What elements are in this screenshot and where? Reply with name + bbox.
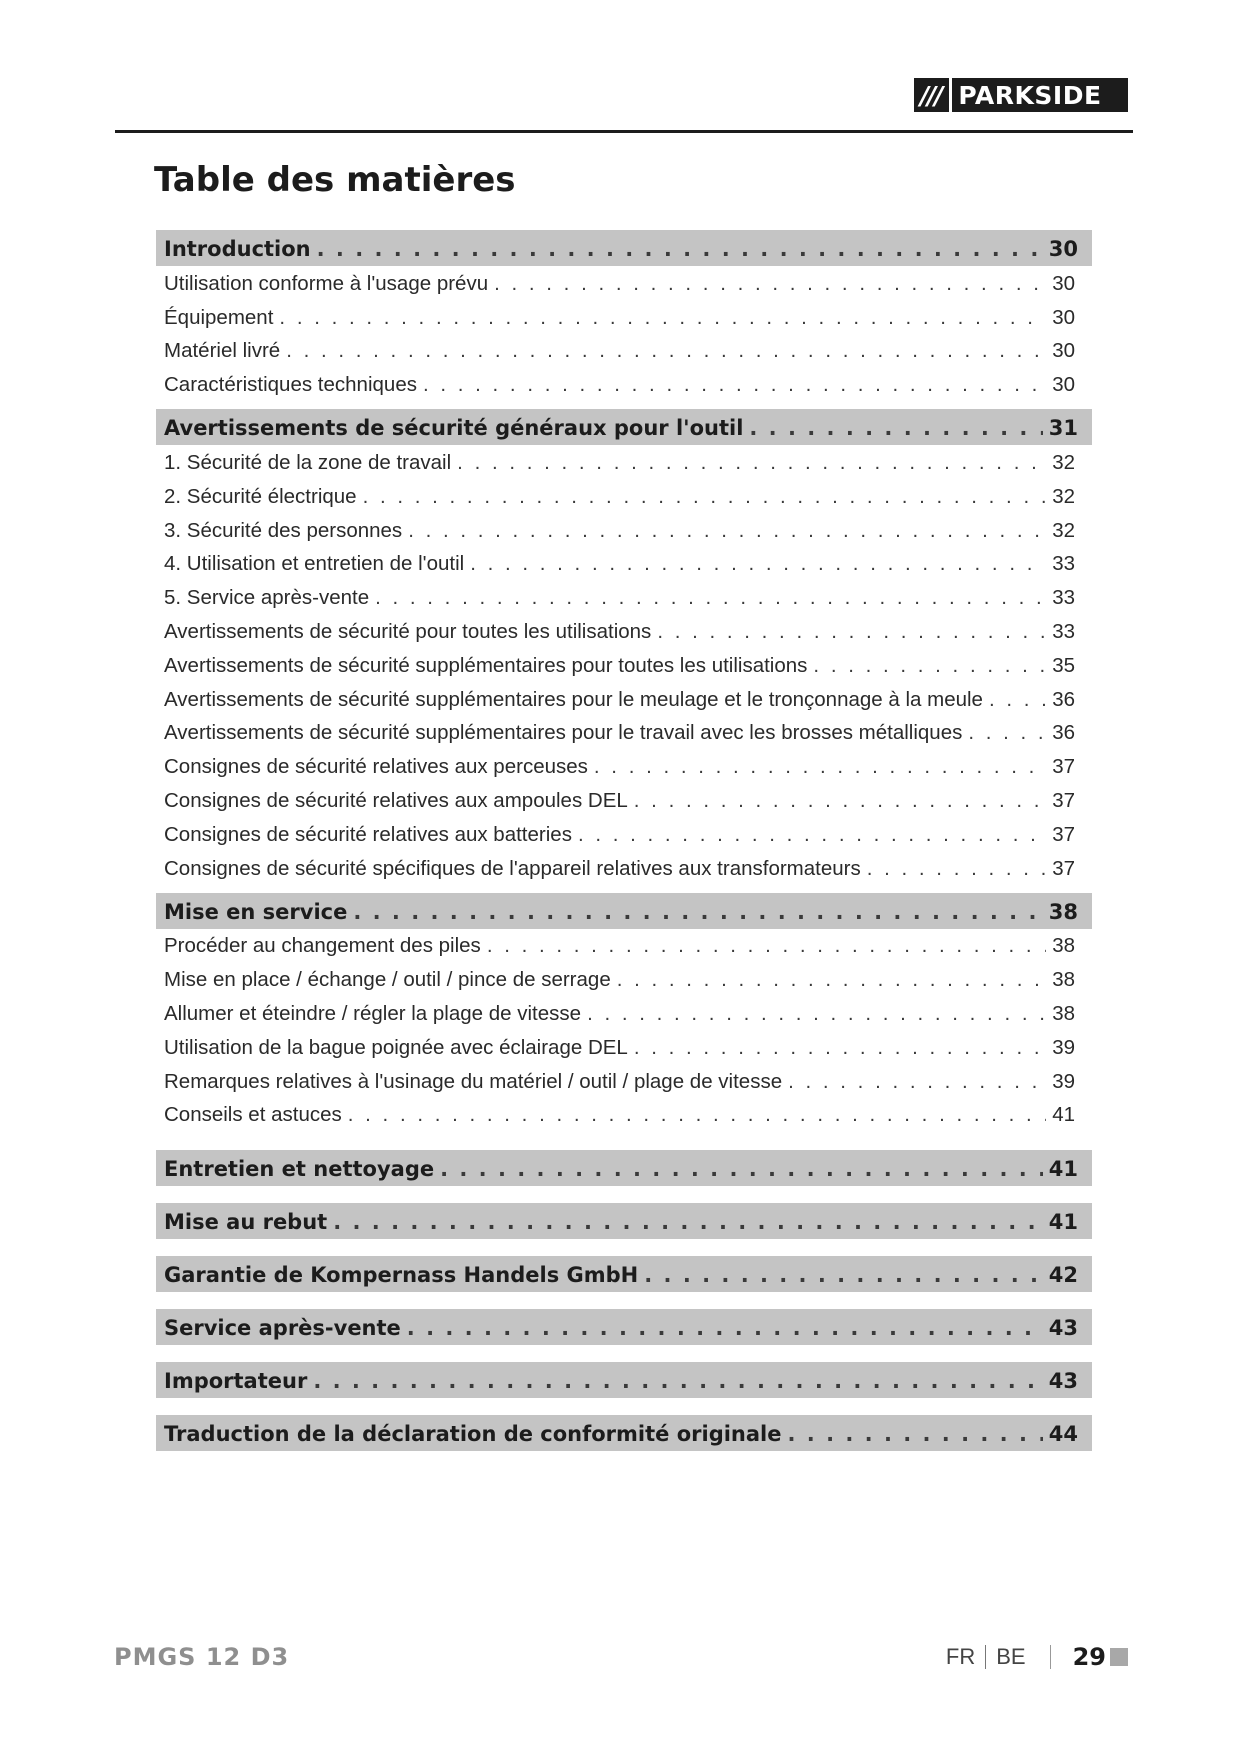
dot-leader xyxy=(407,1316,1043,1340)
toc-entry-title: 1. Sécurité de la zone de travail xyxy=(164,450,452,474)
page-number: 29 xyxy=(1072,1643,1106,1671)
toc-entry-title: Consignes de sécurité relatives aux batteries xyxy=(164,822,572,846)
dot-leader xyxy=(286,339,1046,363)
toc-page-number: 41 xyxy=(1048,1210,1078,1235)
dot-leader xyxy=(617,968,1046,992)
toc-section-title: Mise en service xyxy=(164,899,348,924)
toc-entry-row[interactable] xyxy=(156,547,1092,581)
dot-leader xyxy=(989,688,1046,712)
toc-page-number: 33 xyxy=(1052,586,1075,610)
toc-entry-title: Avertissements de sécurité pour toutes les utilisations xyxy=(164,619,652,643)
toc-page-number: 32 xyxy=(1052,518,1075,542)
dot-leader xyxy=(317,237,1043,261)
toc-entry-row[interactable] xyxy=(156,648,1092,682)
header-rule xyxy=(115,130,1133,133)
toc-entry-title: Consignes de sécurité relatives aux ampoules DEL xyxy=(164,788,628,812)
toc-entry-title: 4. Utilisation et entretien de l'outil xyxy=(164,552,465,576)
toc-entry-title: Caractéristiques techniques xyxy=(164,373,417,397)
toc-page-number: 44 xyxy=(1048,1422,1078,1447)
toc-entry-row[interactable] xyxy=(156,1098,1092,1132)
model-number: PMGS 12 D3 xyxy=(114,1643,290,1671)
toc-page-number: 31 xyxy=(1048,416,1078,441)
dot-leader xyxy=(634,1036,1046,1060)
toc-page-number: 33 xyxy=(1052,552,1075,576)
dot-leader xyxy=(375,586,1046,610)
toc-section-title: Garantie de Kompernass Handels GmbH xyxy=(164,1263,639,1288)
toc-page-number: 41 xyxy=(1048,1157,1078,1182)
dot-leader xyxy=(408,519,1046,543)
toc-section-row[interactable] xyxy=(156,1309,1092,1345)
logo-text: PARKSIDE xyxy=(958,80,1102,110)
page-marker-square xyxy=(1110,1648,1128,1666)
language-be: BE xyxy=(996,1644,1026,1669)
toc-section-title: Avertissements de sécurité généraux pour l'outil xyxy=(164,416,744,441)
dot-leader xyxy=(594,755,1046,779)
dot-leader xyxy=(470,552,1046,576)
toc-page-number: 30 xyxy=(1052,339,1075,363)
dot-leader xyxy=(788,1422,1043,1446)
dot-leader xyxy=(968,721,1046,745)
toc-entry-row[interactable] xyxy=(156,580,1092,614)
toc-page-number: 37 xyxy=(1052,788,1075,812)
toc-page-number: 37 xyxy=(1052,822,1075,846)
toc-entry-title: 2. Sécurité électrique xyxy=(164,484,357,508)
toc-section-row[interactable] xyxy=(156,1415,1092,1451)
dot-leader xyxy=(487,934,1046,958)
toc-entry-row[interactable] xyxy=(156,334,1092,368)
toc-page-number: 32 xyxy=(1052,484,1075,508)
toc-entry-title: Procéder au changement des piles xyxy=(164,934,481,958)
toc-section-row[interactable] xyxy=(156,1203,1092,1239)
toc-page-number: 35 xyxy=(1052,653,1075,677)
toc-entry-title: 3. Sécurité des personnes xyxy=(164,518,403,542)
toc-entry-row[interactable] xyxy=(156,682,1092,716)
dot-leader xyxy=(348,1103,1046,1127)
dot-leader xyxy=(749,416,1042,440)
toc-entry-row[interactable] xyxy=(156,817,1092,851)
toc-section-row[interactable] xyxy=(156,1150,1092,1186)
dot-leader xyxy=(813,654,1046,678)
toc-page-number: 39 xyxy=(1052,1035,1075,1059)
toc-entry-title: Matériel livré xyxy=(164,339,281,363)
toc-section-row[interactable] xyxy=(156,1362,1092,1398)
toc-page-number: 30 xyxy=(1048,237,1078,261)
toc-page-number: 42 xyxy=(1048,1263,1078,1288)
toc-entry-title: Remarques relatives à l'usinage du matériel / outil / plage de vitesse xyxy=(164,1069,783,1093)
dot-leader xyxy=(313,1369,1042,1393)
toc-entry-row[interactable] xyxy=(156,962,1092,996)
toc-section-row[interactable] xyxy=(156,1256,1092,1292)
toc-page-number: 38 xyxy=(1052,934,1075,958)
toc-entry-title: Conseils et astuces xyxy=(164,1103,342,1127)
toc-page-number: 38 xyxy=(1048,899,1078,924)
toc-entry-row[interactable] xyxy=(156,996,1092,1030)
dot-leader xyxy=(634,789,1046,813)
dot-leader xyxy=(423,373,1046,397)
dot-leader xyxy=(644,1263,1043,1287)
toc-entry-title: Consignes de sécurité relatives aux perceuses xyxy=(164,755,588,779)
toc-entry-row[interactable] xyxy=(156,513,1092,547)
toc-entry-row[interactable] xyxy=(156,300,1092,334)
toc-section-title: Mise au rebut xyxy=(164,1210,328,1235)
dot-leader xyxy=(440,1157,1043,1181)
toc-entry-title: Avertissements de sécurité supplémentaires pour le meulage et le tronçonnage à la meule xyxy=(164,687,983,711)
toc-page-number: 37 xyxy=(1052,755,1075,779)
dot-leader xyxy=(657,620,1046,644)
toc-section-row[interactable] xyxy=(156,893,1092,929)
toc-page-number: 39 xyxy=(1052,1069,1075,1093)
dot-leader xyxy=(867,857,1046,881)
toc-entry-title: Mise en place / échange / outil / pince de serrage xyxy=(164,968,611,992)
toc-entry-row[interactable] xyxy=(156,749,1092,783)
toc-entry-row[interactable] xyxy=(156,929,1092,963)
toc-section-title: Service après-vente xyxy=(164,1316,401,1341)
footer-divider xyxy=(1050,1645,1051,1669)
dot-leader xyxy=(587,1002,1046,1026)
table-of-contents xyxy=(156,230,1092,1451)
toc-page-number: 38 xyxy=(1052,1001,1075,1025)
toc-page-number: 30 xyxy=(1052,305,1075,329)
toc-page-number: 43 xyxy=(1048,1369,1078,1394)
dot-leader xyxy=(578,823,1046,847)
toc-entry-title: Avertissements de sécurité supplémentaires pour toutes les utilisations xyxy=(164,653,808,677)
toc-entry-title: Avertissements de sécurité supplémentaires pour le travail avec les brosses métalliques xyxy=(164,721,963,745)
toc-page-number: 33 xyxy=(1052,619,1075,643)
toc-section-title: Importateur xyxy=(164,1369,308,1394)
toc-entry-title: Équipement xyxy=(164,305,274,329)
footer-page-info xyxy=(946,1643,1128,1671)
dot-leader xyxy=(494,272,1046,296)
toc-page-number: 43 xyxy=(1048,1316,1078,1341)
toc-entry-row[interactable] xyxy=(156,1064,1092,1098)
toc-entry-row[interactable] xyxy=(156,479,1092,513)
toc-page-number: 32 xyxy=(1052,450,1075,474)
dot-leader xyxy=(788,1070,1046,1094)
toc-page-number: 37 xyxy=(1052,856,1075,880)
toc-page-number: 30 xyxy=(1052,271,1075,295)
toc-entry-row[interactable] xyxy=(156,445,1092,479)
toc-section-row[interactable] xyxy=(156,230,1092,266)
logo-separator xyxy=(949,78,952,112)
language-fr: FR xyxy=(945,1644,976,1669)
toc-entry-row[interactable] xyxy=(156,716,1092,750)
toc-entry-row[interactable] xyxy=(156,367,1092,401)
parkside-logo xyxy=(914,78,1128,112)
toc-entry-row[interactable] xyxy=(156,1030,1092,1064)
toc-entry-row[interactable] xyxy=(156,266,1092,300)
dot-leader xyxy=(457,451,1046,475)
toc-entry-row[interactable] xyxy=(156,851,1092,885)
dot-leader xyxy=(363,485,1047,509)
toc-section-title: Traduction de la déclaration de conformité originale xyxy=(164,1422,782,1447)
toc-entry-title: Allumer et éteindre / régler la plage de vitesse xyxy=(164,1001,582,1025)
toc-entry-title: Utilisation conforme à l'usage prévu xyxy=(164,271,489,295)
toc-page-number: 38 xyxy=(1052,968,1075,992)
dot-leader xyxy=(279,306,1046,330)
toc-entry-row[interactable] xyxy=(156,783,1092,817)
language-divider xyxy=(985,1645,986,1669)
dot-leader xyxy=(333,1210,1043,1234)
toc-page-number: 41 xyxy=(1052,1103,1075,1127)
toc-section-row[interactable] xyxy=(156,409,1092,445)
toc-entry-row[interactable] xyxy=(156,614,1092,648)
dot-leader xyxy=(353,900,1042,924)
toc-section-title: Entretien et nettoyage xyxy=(164,1157,435,1182)
toc-page-number: 36 xyxy=(1052,687,1075,711)
toc-entry-title: 5. Service après-vente xyxy=(164,586,370,610)
toc-entry-title: Utilisation de la bague poignée avec éclairage DEL xyxy=(164,1035,628,1059)
toc-section-title: Introduction xyxy=(164,237,311,261)
toc-entry-title: Consignes de sécurité spécifiques de l'appareil relatives aux transformateurs xyxy=(164,856,861,880)
toc-page-number: 36 xyxy=(1052,721,1075,745)
logo-slashes: /// xyxy=(920,80,942,110)
toc-page-number: 30 xyxy=(1052,373,1075,397)
page-title: Table des matières xyxy=(154,160,516,200)
